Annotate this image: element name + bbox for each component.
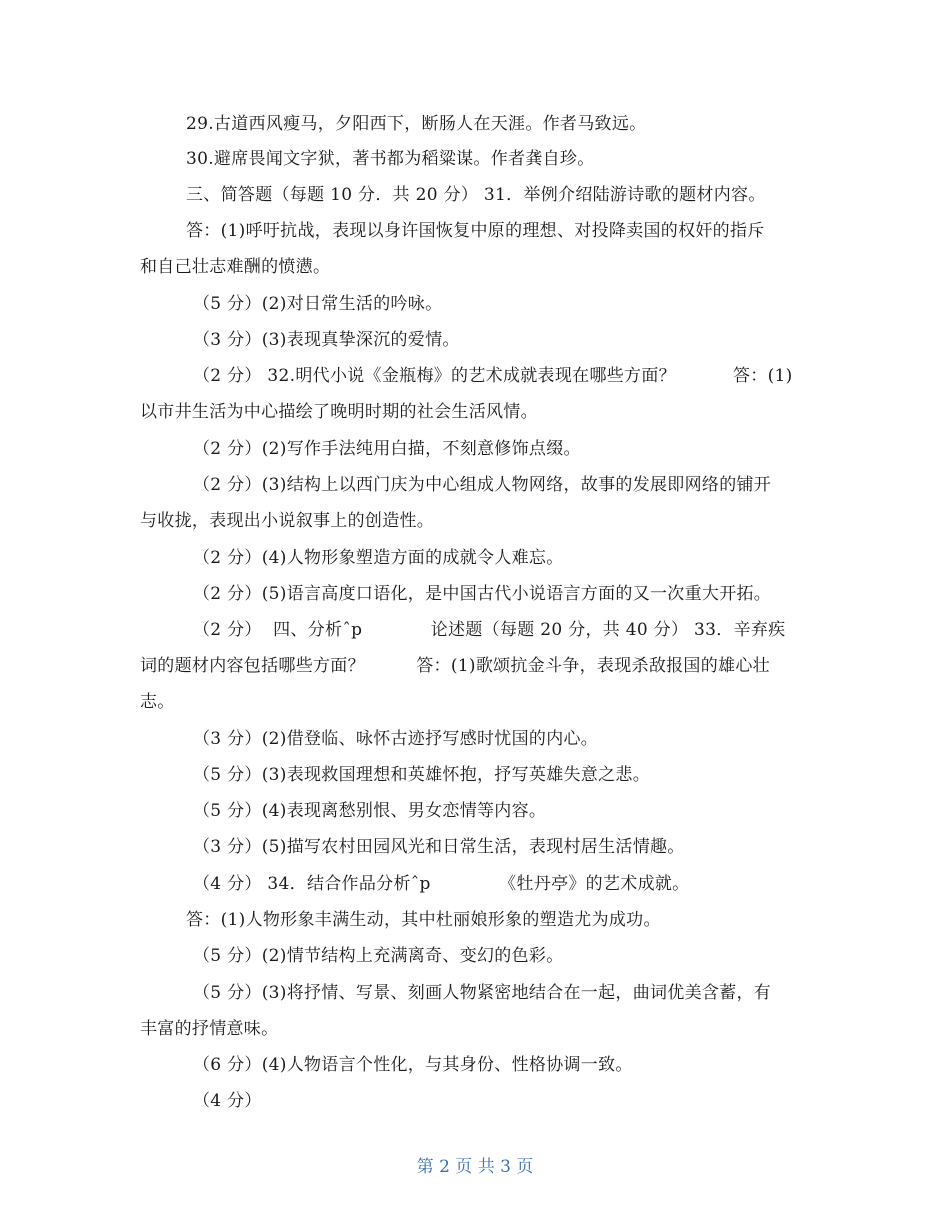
answer-line: 答：(1)呼吁抗战，表现以身许国恢复中原的理想、对投降卖国的权奸的指斥 — [186, 221, 765, 241]
answer-line: 答：(1)人物形象丰满生动，其中杜丽娘形象的塑造尤为成功。 — [186, 910, 661, 930]
question-line-32: （2 分） 32.明代小说《金瓶梅》的艺术成就表现在哪些方面？ 答：(1) — [193, 366, 793, 386]
answer-line: （5 分）(2)对日常生活的吟咏。 — [193, 294, 443, 314]
answer-line: （2 分）(2)写作手法纯用白描，不刻意修饰点缀。 — [193, 439, 581, 459]
answer-line-continued: 志。 — [140, 692, 175, 712]
answer-line: （2 分）(4)人物形象塑造方面的成就令人难忘。 — [193, 548, 564, 568]
answer-line: （3 分）(5)描写农村田园风光和日常生活，表现村居生活情趣。 — [193, 837, 685, 857]
answer-line: （3 分）(2)借登临、咏怀古迹抒写感时忧国的内心。 — [193, 729, 599, 749]
text-line-29: 29.古道西风瘦马，夕阳西下，断肠人在天涯。作者马致远。 — [186, 114, 647, 134]
answer-line: （5 分）(3)表现救国理想和英雄怀抱，抒写英雄失意之悲。 — [193, 765, 650, 785]
section-heading-essay: （2 分） 四、分析ˆp 论述题（每题 20 分，共 40 分） 33．辛弃疾 — [193, 620, 786, 640]
page-number-footer: 第 2 页 共 3 页 — [416, 1157, 534, 1177]
answer-line-continued: 和自己壮志难酬的愤懑。 — [140, 257, 331, 277]
answer-line: （6 分）(4)人物语言个性化，与其身份、性格协调一致。 — [193, 1055, 633, 1075]
answer-line: （5 分）(2)情节结构上充满离奇、变幻的色彩。 — [193, 946, 564, 966]
answer-line: （3 分）(3)表现真挚深沉的爱情。 — [193, 330, 460, 350]
question-line-33: 词的题材内容包括哪些方面？ 答：(1)歌颂抗金斗争，表现杀敌报国的雄心壮 — [140, 656, 770, 676]
answer-line-continued: 丰富的抒情意味。 — [140, 1019, 279, 1039]
answer-line-continued: 以市井生活为中心描绘了晚明时期的社会生活风情。 — [140, 402, 538, 422]
answer-line: （2 分）(3)结构上以西门庆为中心组成人物网络，故事的发展即网络的铺开 — [193, 475, 772, 495]
question-line-34: （4 分） 34．结合作品分析ˆp 《牡丹亭》的艺术成就。 — [193, 874, 690, 894]
answer-line: （5 分）(3)将抒情、写景、刻画人物紧密地结合在一起，曲词优美含蓄，有 — [193, 983, 772, 1003]
answer-line: （4 分） — [193, 1091, 262, 1111]
answer-line: （5 分）(4)表现离愁别恨、男女恋情等内容。 — [193, 801, 547, 821]
text-line-30: 30.避席畏闻文字狱，著书都为稻粱谋。作者龚自珍。 — [186, 149, 595, 169]
section-heading-short-answer: 三、简答题（每题 10 分．共 20 分） 31．举例介绍陆游诗歌的题材内容。 — [186, 185, 766, 205]
answer-line-continued: 与收拢，表现出小说叙事上的创造性。 — [140, 511, 435, 531]
answer-line: （2 分）(5)语言高度口语化，是中国古代小说语言方面的又一次重大开拓。 — [193, 584, 772, 604]
